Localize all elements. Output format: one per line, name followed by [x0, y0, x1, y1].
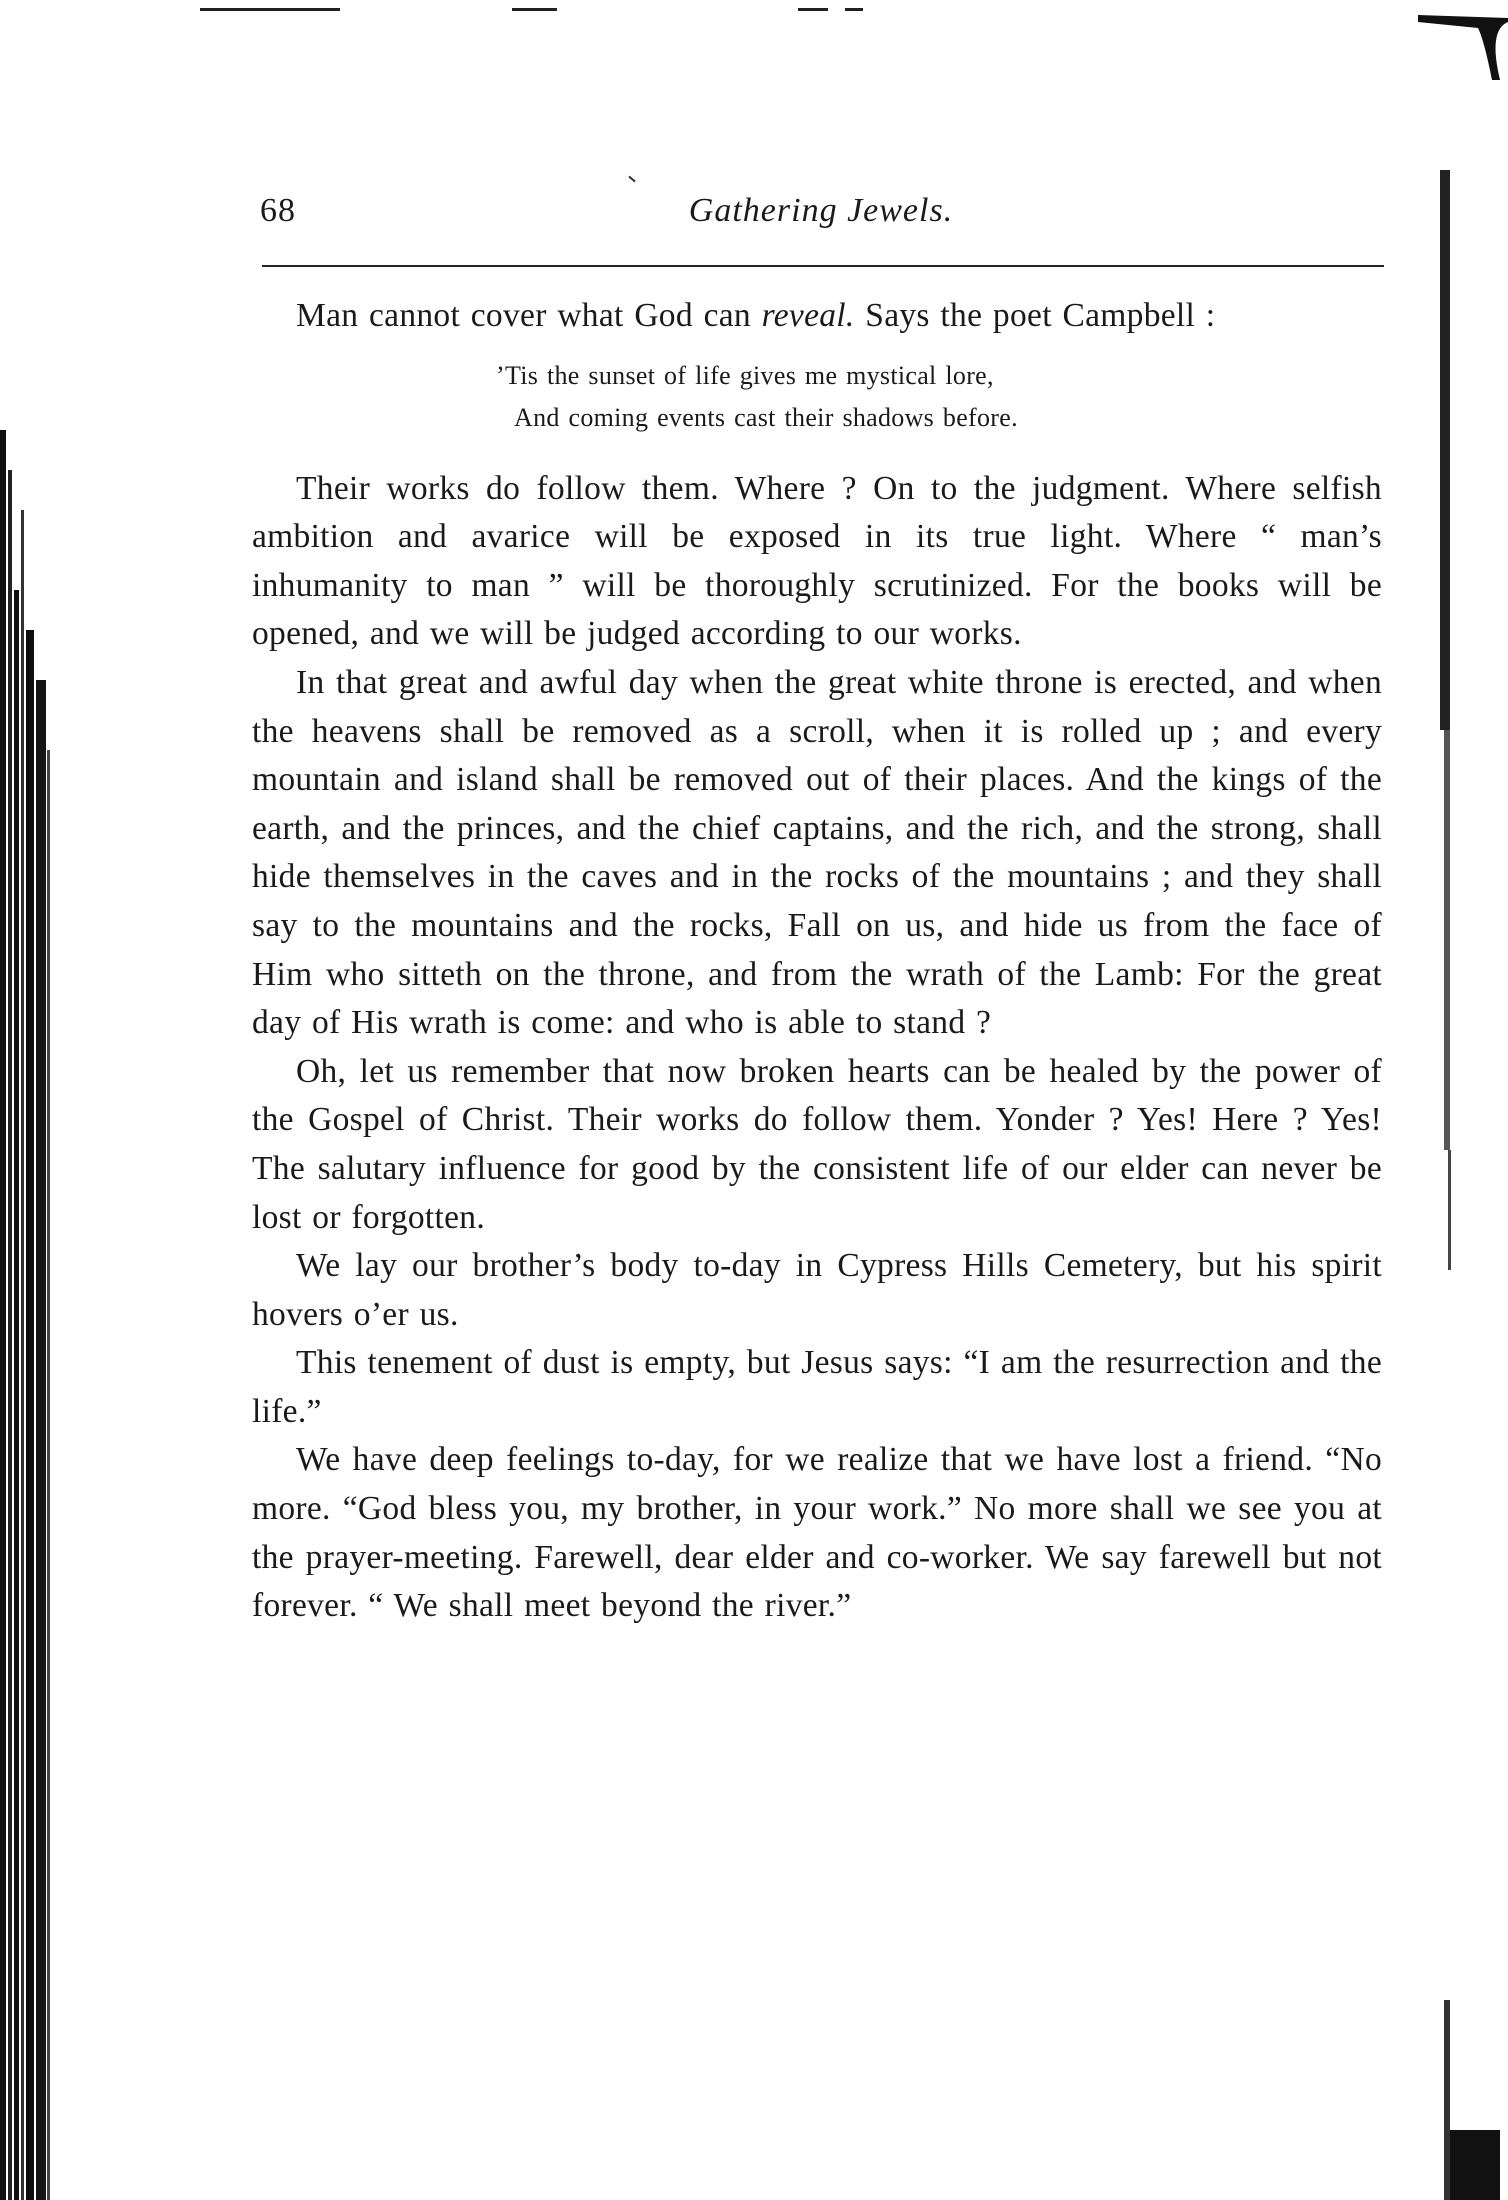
header-rule	[262, 265, 1384, 267]
scan-artifact-dash	[845, 8, 863, 11]
paragraph-4: Oh, let us remember that now broken hearts can be healed by the power of the Gospel of Christ. Their works do follow them. Yonder ? Yes! Here ? Yes! The salutary influence for good by the consistent life of our elder can never be lost or forgotten.	[252, 1052, 1382, 1236]
page-number: 68	[260, 192, 296, 229]
scan-left-edge-artifact	[0, 430, 52, 2200]
scan-tick-mark	[628, 176, 635, 183]
poem-line-1: ’Tis the sunset of life gives me mystical lore,	[496, 360, 994, 390]
paragraph-2: Their works do follow them. Where ? On to the judgment. Where selfish ambition and avarice will be exposed in its true light. Where “ man’s inhumanity to man ” will be thoroughly scrutinized. For the books will be opened, and we will be judged according to our works.	[252, 469, 1382, 653]
paragraph-1-end: Says the poet Campbell :	[854, 297, 1216, 334]
poem-line-2: And coming events cast their shadows before.	[514, 402, 1018, 432]
poem-quote	[252, 355, 1382, 439]
paragraph-1-start: Man cannot cover what God can	[296, 297, 762, 334]
scan-artifact-dash	[200, 8, 340, 11]
scan-corner-artifact	[1388, 0, 1508, 100]
scan-right-edge-artifact	[1428, 170, 1508, 2200]
scan-artifact-dash	[512, 8, 557, 11]
paragraph-3: In that great and awful day when the great white throne is erected, and when the heavens shall be removed as a scroll, when it is rolled up ; and every mountain and island shall be removed out of their places. And the kings of the earth, and the princes, and the chief captains, and the rich, and the strong, shall hide themselves in the caves and in the rocks of the mountains ; and they shall say to the mountains and the rocks, Fall on us, and hide us from the face of Him who sitteth on the throne, and from the wrath of the Lamb: For the great day of His wrath is come: and who is able to stand ?	[252, 663, 1382, 1042]
running-title: Gathering Jewels.	[688, 192, 954, 229]
paragraph-6: This tenement of dust is empty, but Jesus says: “I am the resurrection and the life.”	[252, 1344, 1382, 1430]
page-header	[256, 190, 1386, 240]
paragraph-1-emphasis: reveal.	[761, 297, 855, 334]
paragraph-1	[252, 292, 1382, 341]
paragraph-7: We have deep feelings to-day, for we realize that we have lost a friend. “No more. “God bless you, my brother, in your work.” No more shall we see you at the prayer-meeting. Farewell, dear elder and co-worker. We say farewell but not forever. “ We shall meet beyond the river.”	[252, 1441, 1382, 1625]
scan-artifact-dash	[798, 8, 828, 11]
paragraph-5: We lay our brother’s body to-day in Cypress Hills Cemetery, but his spirit hovers o’er us.	[252, 1247, 1382, 1333]
body-text	[252, 292, 1382, 1631]
